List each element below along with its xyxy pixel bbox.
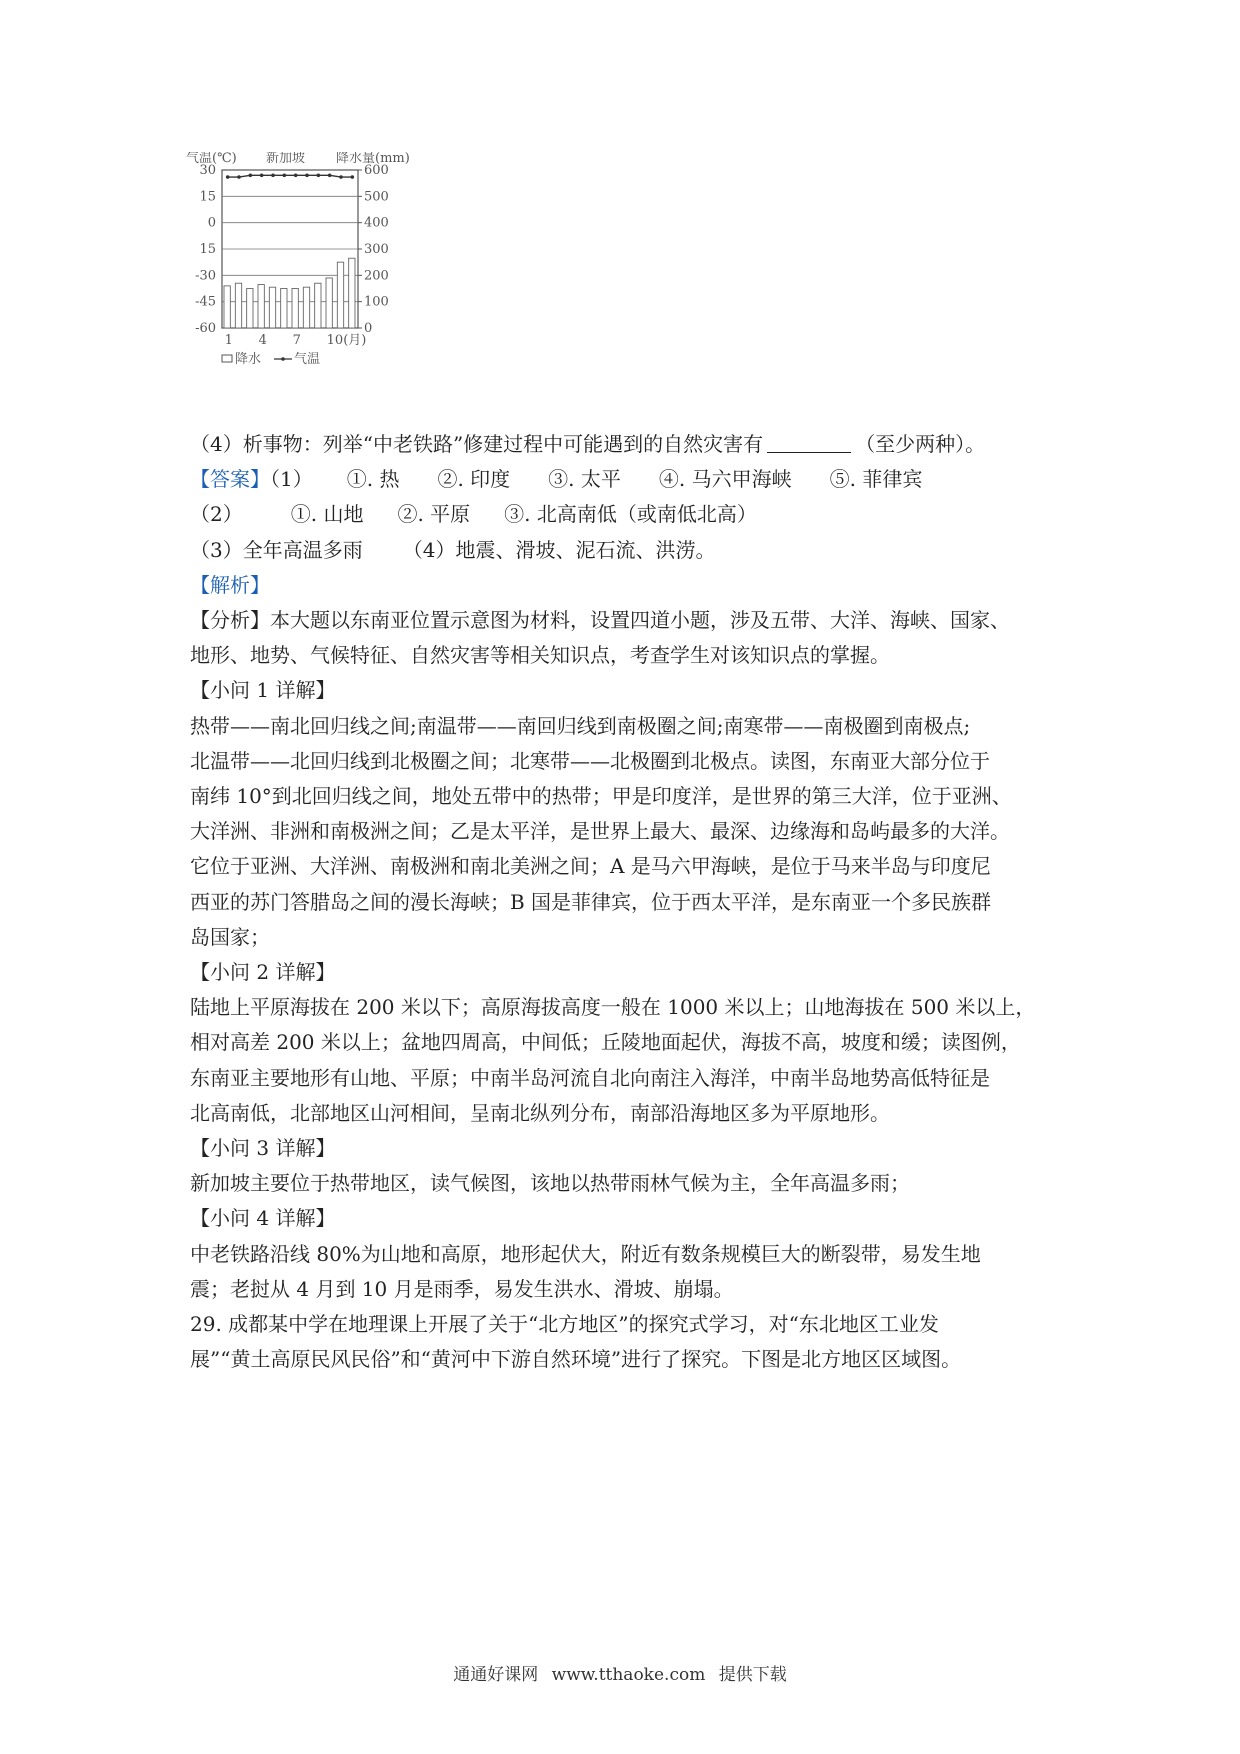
page-footer [0,1660,1240,1685]
x-tick-label: 7 [292,333,301,348]
y-right-tick-label: 200 [364,268,389,284]
question-4-text: （4）析事物：列举“中老铁路”修建过程中可能遇到的自然灾害有 [190,432,764,456]
temperature-point [283,173,287,177]
subquestion-2-heading: 【小问 2 详解】 [190,960,336,985]
subquestion-1-text: 北温带——北回归线到北极圈之间；北寒带——北极圈到北极点。读图，东南亚大部分位于 [190,748,990,773]
analysis-text: 地形、地势、气候特征、自然灾害等相关知识点，考查学生对该知识点的掌握。 [190,643,890,668]
question-4 [190,427,1070,462]
y-left-tick-label: 15 [199,242,216,257]
subquestion-2-text: 东南亚主要地形有山地、平原；中南半岛河流自北向南注入海洋，中南半岛地势高低特征是 [190,1065,990,1090]
answer-blank [767,432,851,453]
analysis-subtag: 【分析】 [190,608,270,633]
analysis-line-1 [190,603,1070,638]
temperature-point [339,175,343,179]
precip-bar [224,286,230,328]
x-tick-label: 4 [258,333,267,348]
answer-1-item: ③. 太平 [548,467,621,492]
temperature-line [228,175,353,177]
subquestion-2-text: 相对高差 200 米以上；盆地四周高，中间低；丘陵地面起伏，海拔不高，坡度和缓；读图例， [190,1030,1021,1055]
y-left-tick-label: -45 [195,294,216,310]
precip-bar [247,289,253,329]
answer-2-number: （2） [190,502,243,527]
answer-3: （3）全年高温多雨 [190,537,363,562]
subquestion-1-text: 西亚的苏门答腊岛之间的漫长海峡；B 国是菲律宾，位于西太平洋，是东南亚一个多民族群 [190,889,992,914]
y-left-axis-label: 气温(℃) [186,152,237,166]
answer-1-item: ④. 马六甲海峡 [658,467,792,492]
answer-1-item: ⑤. 菲律宾 [829,467,923,492]
x-tick-label: 10(月) [326,333,367,348]
climate-chart [186,152,486,412]
analysis-text: 本大题以东南亚位置示意图为材料，设置四道小题，涉及五带、大洋、海峡、国家、 [270,608,1010,633]
precip-bar [326,278,332,328]
y-right-tick-label: 0 [364,321,373,336]
precip-bar [258,285,264,328]
y-right-tick-label: 400 [364,215,389,231]
answer-2-item: ②. 平原 [397,502,471,527]
temperature-point [317,173,321,177]
question-4-tail: （至少两种）。 [855,432,986,456]
subquestion-3-heading: 【小问 3 详解】 [190,1136,336,1161]
temperature-point [249,173,253,177]
y-left-tick-label: -60 [195,321,216,336]
y-right-tick-label: 300 [364,242,389,257]
precip-bar [337,262,343,328]
answer-line-1 [190,462,1070,497]
precip-bar [235,283,241,328]
temperature-point [237,175,241,179]
y-right-tick-label: 600 [364,163,389,178]
subquestion-1-text: 南纬 10°到北回归线之间，地处五带中的热带；甲是印度洋，是世界的第三大洋，位于亚洲、 [190,784,1012,809]
question-29-text: 29. 成都某中学在地理课上开展了关于“北方地区”的探究式学习，对“东北地区工业发 [190,1312,939,1337]
legend-item: 降水 [235,352,262,367]
question-29-text: 展”“黄土高原民风民俗”和“黄河中下游自然环境”进行了探究。下图是北方地区区域图。 [190,1347,962,1372]
answer-2-item: ①. 山地 [290,502,364,527]
x-tick-label: 1 [224,333,233,348]
legend-line-marker [281,357,285,361]
y-left-tick-label: -30 [195,268,216,284]
precip-bar [303,287,309,328]
precip-bar [281,289,287,329]
chart-title: 新加坡 [266,152,306,166]
temperature-point [226,175,230,179]
document-body [190,427,1070,1377]
legend-item: 气温 [294,352,321,367]
temperature-point [328,173,332,177]
temperature-point [351,175,355,179]
answer-line-2 [190,497,1070,532]
subquestion-4-text: 中老铁路沿线 80%为山地和高原，地形起伏大，附近有数条规模巨大的断裂带，易发生地 [190,1241,981,1266]
y-left-tick-label: 0 [207,215,216,231]
answer-1-number: （1） [270,467,313,492]
answer-1-item: ②. 印度 [437,467,511,492]
precip-bar [349,258,355,328]
precip-bar [292,289,298,329]
answer-2-item: ③. 北高南低（或南低北高） [504,502,757,527]
temperature-point [305,173,309,177]
footer-site-name: 通通好课网 [453,1665,539,1685]
answer-line-3 [190,533,1070,568]
precip-bar [269,287,275,328]
temperature-point [271,173,275,177]
climate-chart-svg [186,152,486,412]
analysis-tag: 【解析】 [190,572,270,597]
subquestion-1-text: 岛国家； [190,924,270,949]
footer-tail: 提供下载 [718,1665,787,1685]
subquestion-1-text: 它位于亚洲、大洋洲、南极洲和南北美洲之间；A 是马六甲海峡，是位于马来半岛与印度尼 [190,854,991,879]
y-left-tick-label: 30 [199,163,216,178]
precip-bar [315,283,321,328]
subquestion-1-text: 大洋洲、非洲和南极洲之间；乙是太平洋，是世界上最大、最深、边缘海和岛屿最多的大洋。 [190,819,1010,844]
subquestion-4-heading: 【小问 4 详解】 [190,1206,336,1231]
answer-4: （4）地震、滑坡、泥石流、洪涝。 [402,537,716,562]
y-right-axis-label: 降水量(mm) [336,152,410,166]
subquestion-3-text: 新加坡主要位于热带地区，读气候图，该地以热带雨林气候为主，全年高温多雨； [190,1171,910,1196]
subquestion-1-text: 热带——南北回归线之间;南温带——南回归线到南极圈之间;南寒带——南极圈到南极点; [190,713,971,738]
footer-url: www.tthaoke.com [551,1665,706,1685]
subquestion-4-text: 震；老挝从 4 月到 10 月是雨季，易发生洪水、滑坡、崩塌。 [190,1276,734,1301]
answer-1-item: ①. 热 [346,467,400,492]
subquestion-2-text: 北高南低，北部地区山河相间，呈南北纵列分布，南部沿海地区多为平原地形。 [190,1100,890,1125]
subquestion-2-text: 陆地上平原海拔在 200 米以下；高原海拔高度一般在 1000 米以上；山地海拔在 500 米以上， [190,995,1036,1020]
answer-tag: 【答案】 [190,467,270,492]
legend-bar-swatch [222,355,232,362]
temperature-point [260,173,264,177]
y-left-tick-label: 15 [199,189,216,205]
temperature-point [294,173,298,177]
y-right-tick-label: 500 [364,189,389,205]
y-right-tick-label: 100 [364,294,389,310]
subquestion-1-heading: 【小问 1 详解】 [190,678,336,703]
